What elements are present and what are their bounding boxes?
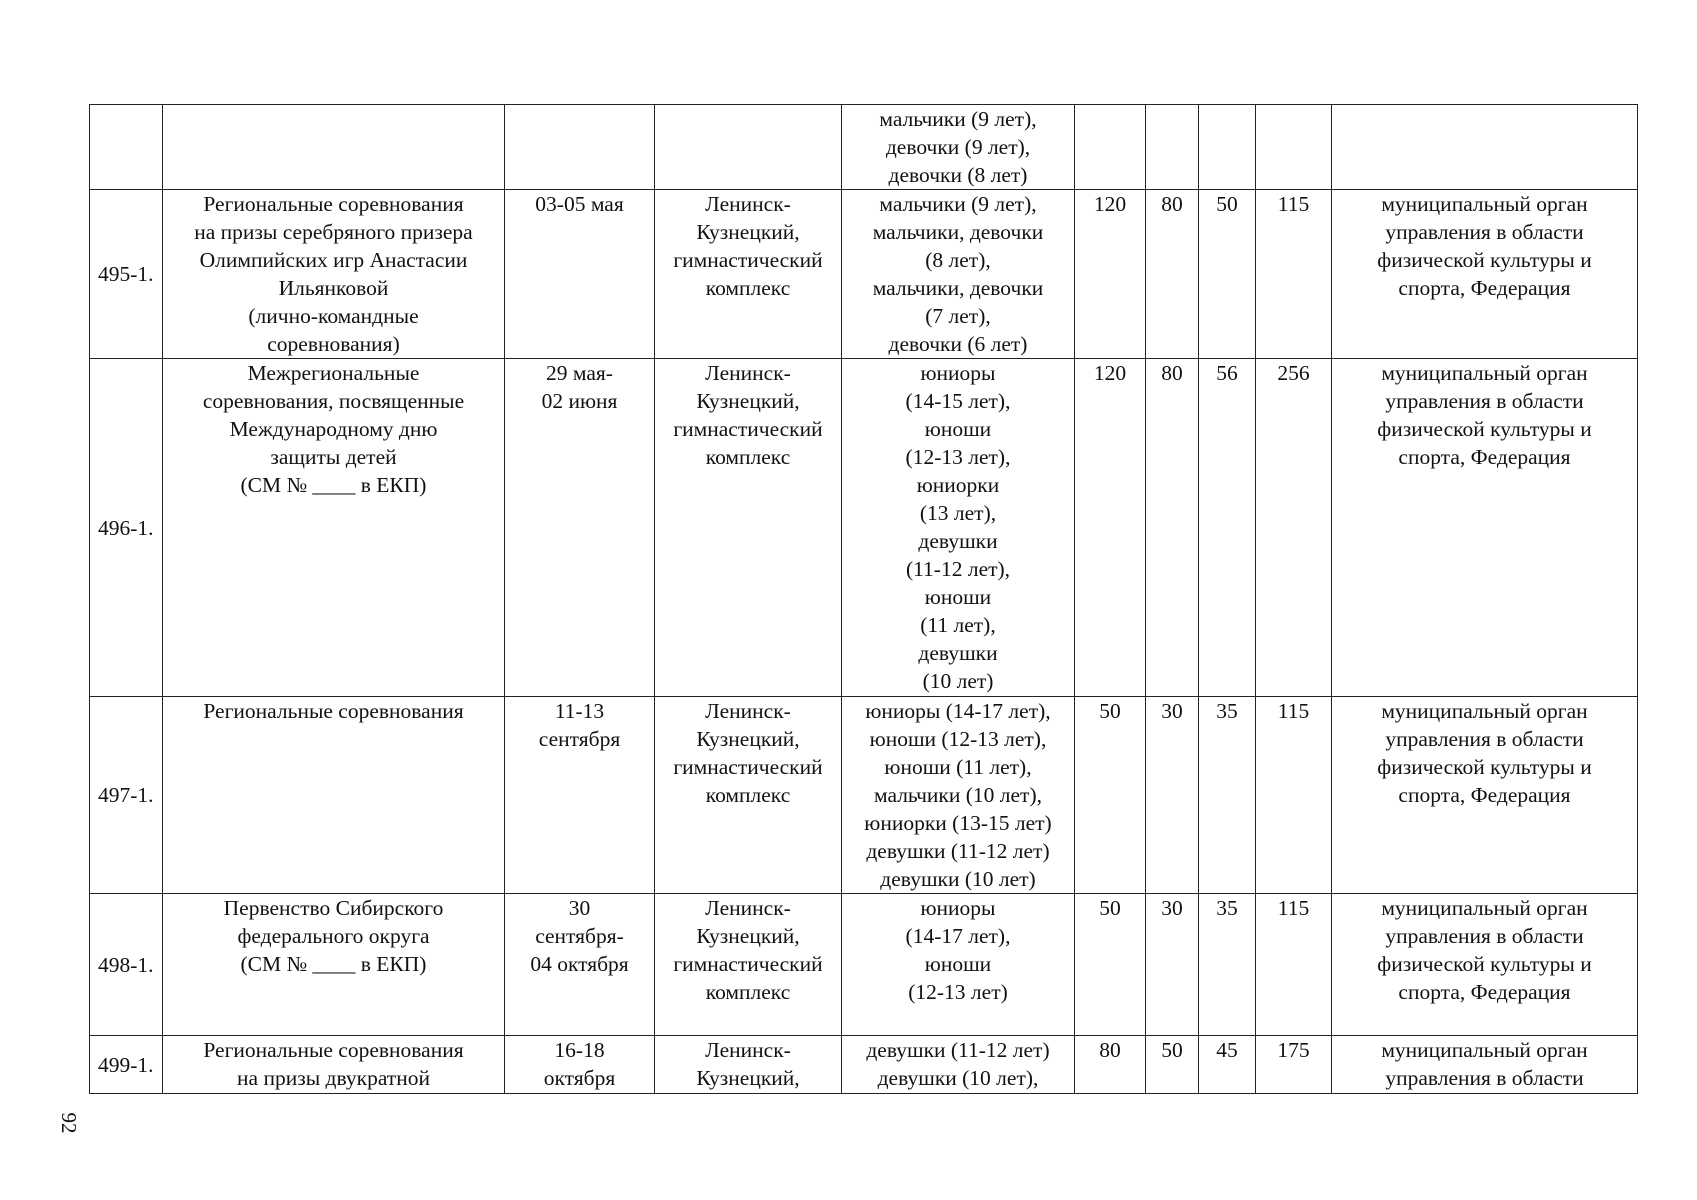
count-1-cell: 80 <box>1075 1036 1146 1094</box>
event-dates-cell: 29 мая- 02 июня <box>505 359 655 697</box>
count-4-cell: 115 <box>1256 894 1332 1036</box>
event-dates-cell: 30 сентября- 04 октября <box>505 894 655 1036</box>
age-groups-cell: девушки (11-12 лет) девушки (10 лет), <box>842 1036 1075 1094</box>
table-row <box>90 105 1638 190</box>
count-1-cell <box>1075 105 1146 190</box>
age-groups-cell: юниоры (14-17 лет), юноши (12-13 лет) <box>842 894 1075 1036</box>
table-row <box>90 1036 1638 1094</box>
table-row <box>90 190 1638 359</box>
count-3-cell: 45 <box>1199 1036 1256 1094</box>
organizer-cell: муниципальный орган управления в области физической культуры и спорта, Федерация <box>1332 894 1638 1036</box>
count-3-cell: 50 <box>1199 190 1256 359</box>
event-number-cell: 498-1. <box>90 894 163 1036</box>
count-4-cell <box>1256 105 1332 190</box>
count-4-cell: 115 <box>1256 190 1332 359</box>
count-4-cell: 115 <box>1256 697 1332 894</box>
event-dates-cell: 11-13 сентября <box>505 697 655 894</box>
table-row <box>90 359 1638 697</box>
organizer-cell <box>1332 105 1638 190</box>
organizer-cell: муниципальный орган управления в области физической культуры и спорта, Федерация <box>1332 697 1638 894</box>
age-groups-cell: мальчики (9 лет), девочки (9 лет), девочки (8 лет) <box>842 105 1075 190</box>
event-number-cell <box>90 105 163 190</box>
event-place-cell: Ленинск- Кузнецкий, <box>655 1036 842 1094</box>
count-2-cell <box>1146 105 1199 190</box>
table-row <box>90 697 1638 894</box>
age-groups-cell: юниоры (14-15 лет), юноши (12-13 лет), юниорки (13 лет), девушки (11-12 лет), юноши (11 лет), девушки (10 лет) <box>842 359 1075 697</box>
table-row <box>90 894 1638 1036</box>
count-3-cell <box>1199 105 1256 190</box>
event-dates-cell: 16-18 октября <box>505 1036 655 1094</box>
organizer-cell: муниципальный орган управления в области физической культуры и спорта, Федерация <box>1332 359 1638 697</box>
count-2-cell: 30 <box>1146 697 1199 894</box>
count-3-cell: 56 <box>1199 359 1256 697</box>
event-place-cell <box>655 105 842 190</box>
event-place-cell: Ленинск- Кузнецкий, гимнастический комплекс <box>655 359 842 697</box>
count-2-cell: 80 <box>1146 190 1199 359</box>
count-2-cell: 30 <box>1146 894 1199 1036</box>
count-2-cell: 80 <box>1146 359 1199 697</box>
count-1-cell: 120 <box>1075 359 1146 697</box>
count-2-cell: 50 <box>1146 1036 1199 1094</box>
count-1-cell: 120 <box>1075 190 1146 359</box>
event-name-cell: Межрегиональные соревнования, посвященные Международному дню защиты детей (СМ № ____ в ЕКП) <box>163 359 505 697</box>
count-4-cell: 256 <box>1256 359 1332 697</box>
event-place-cell: Ленинск- Кузнецкий, гимнастический комплекс <box>655 697 842 894</box>
event-place-cell: Ленинск- Кузнецкий, гимнастический комплекс <box>655 894 842 1036</box>
count-1-cell: 50 <box>1075 697 1146 894</box>
event-name-cell: Первенство Сибирского федерального округа (СМ № ____ в ЕКП) <box>163 894 505 1036</box>
organizer-cell: муниципальный орган управления в области <box>1332 1036 1638 1094</box>
count-1-cell: 50 <box>1075 894 1146 1036</box>
event-dates-cell: 03-05 мая <box>505 190 655 359</box>
table-body <box>90 105 1638 1094</box>
age-groups-cell: мальчики (9 лет), мальчики, девочки (8 лет), мальчики, девочки (7 лет), девочки (6 лет) <box>842 190 1075 359</box>
page-number: 92 <box>57 1112 81 1134</box>
organizer-cell: муниципальный орган управления в области физической культуры и спорта, Федерация <box>1332 190 1638 359</box>
count-3-cell: 35 <box>1199 697 1256 894</box>
event-name-cell: Региональные соревнования на призы серебряного призера Олимпийских игр Анастасии Ильянковой (лично-командные соревнования) <box>163 190 505 359</box>
event-name-cell: Региональные соревнования на призы двукратной <box>163 1036 505 1094</box>
event-number-cell: 497-1. <box>90 697 163 894</box>
count-3-cell: 35 <box>1199 894 1256 1036</box>
event-name-cell: Региональные соревнования <box>163 697 505 894</box>
age-groups-cell: юниоры (14-17 лет), юноши (12-13 лет), юноши (11 лет), мальчики (10 лет), юниорки (13-15 лет) девушки (11-12 лет) девушки (10 лет) <box>842 697 1075 894</box>
event-number-cell: 495-1. <box>90 190 163 359</box>
event-name-cell <box>163 105 505 190</box>
event-place-cell: Ленинск- Кузнецкий, гимнастический комплекс <box>655 190 842 359</box>
event-number-cell: 499-1. <box>90 1036 163 1094</box>
event-dates-cell <box>505 105 655 190</box>
competition-table <box>89 104 1638 1094</box>
event-number-cell: 496-1. <box>90 359 163 697</box>
count-4-cell: 175 <box>1256 1036 1332 1094</box>
